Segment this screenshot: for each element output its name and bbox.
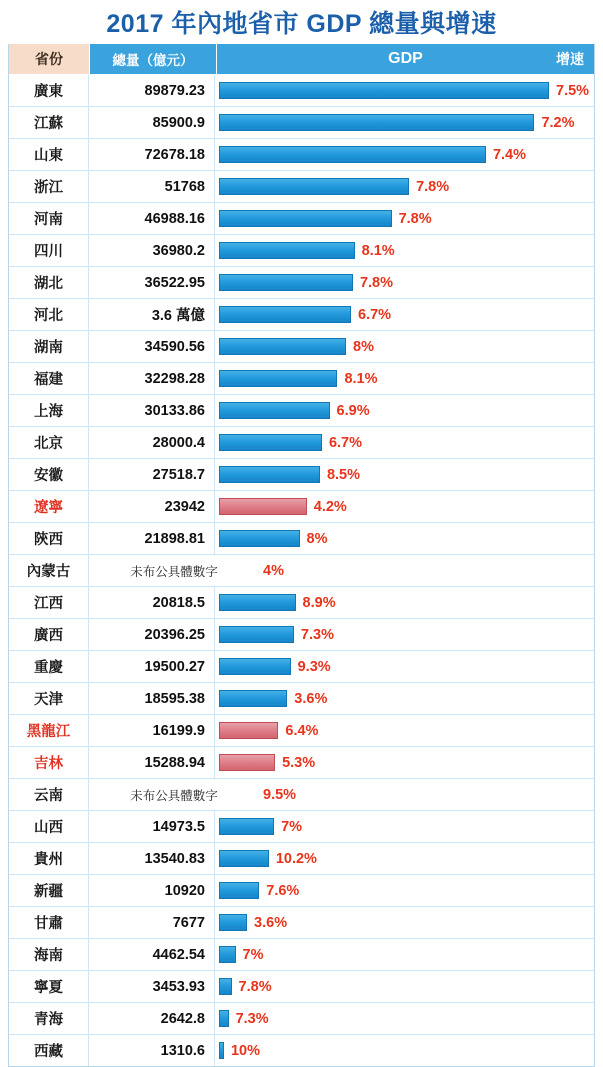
bar-cell bbox=[215, 203, 594, 234]
bar-cell bbox=[215, 619, 594, 650]
total-value: 36522.95 bbox=[89, 267, 215, 298]
total-value-unavailable: 未布公具體數字 bbox=[130, 788, 218, 803]
gdp-bar bbox=[219, 1042, 224, 1059]
bar-cell bbox=[215, 811, 594, 842]
gdp-bar bbox=[219, 114, 534, 131]
total-value: 21898.81 bbox=[89, 523, 215, 554]
bar-cell bbox=[215, 907, 594, 938]
total-value: 34590.56 bbox=[89, 331, 215, 362]
total-value: 28000.4 bbox=[89, 427, 215, 458]
total-value: 27518.7 bbox=[89, 459, 215, 490]
table-header-row bbox=[9, 44, 594, 75]
bar-cell bbox=[215, 843, 594, 874]
total-value: 89879.23 bbox=[89, 75, 215, 106]
table-row bbox=[9, 971, 594, 1003]
gdp-bar bbox=[219, 466, 320, 483]
province-name: 陝西 bbox=[9, 523, 89, 554]
bar-cell bbox=[215, 395, 594, 426]
total-value: 32298.28 bbox=[89, 363, 215, 394]
total-value: 51768 bbox=[89, 171, 215, 202]
gdp-bar bbox=[219, 594, 296, 611]
table-row bbox=[9, 683, 594, 715]
growth-rate: 6.7% bbox=[358, 306, 392, 323]
province-name: 北京 bbox=[9, 427, 89, 458]
gdp-bar bbox=[219, 434, 322, 451]
total-value: 13540.83 bbox=[89, 843, 215, 874]
total-value: 20818.5 bbox=[89, 587, 215, 618]
growth-rate: 7.6% bbox=[266, 882, 300, 899]
table-row bbox=[9, 619, 594, 651]
total-value-unavailable: 未布公具體數字 bbox=[130, 564, 218, 579]
province-name: 海南 bbox=[9, 939, 89, 970]
bar-cell bbox=[215, 651, 594, 682]
table-row bbox=[9, 171, 594, 203]
gdp-bar bbox=[219, 402, 330, 419]
province-name: 廣東 bbox=[9, 75, 89, 106]
column-header-total: 總量（億元） bbox=[90, 44, 217, 74]
table-body bbox=[9, 75, 594, 1066]
province-name: 新疆 bbox=[9, 875, 89, 906]
province-name: 四川 bbox=[9, 235, 89, 266]
total-value: 36980.2 bbox=[89, 235, 215, 266]
growth-rate: 7.8% bbox=[238, 978, 272, 995]
province-name: 浙江 bbox=[9, 171, 89, 202]
total-value: 14973.5 bbox=[89, 811, 215, 842]
province-name: 天津 bbox=[9, 683, 89, 714]
province-name: 吉林 bbox=[9, 747, 89, 778]
column-header-growth: 增速 bbox=[556, 51, 584, 67]
gdp-bar bbox=[219, 658, 291, 675]
growth-rate: 8.1% bbox=[361, 242, 395, 259]
province-name: 內蒙古 bbox=[9, 555, 89, 586]
table-row bbox=[9, 715, 594, 747]
bar-cell bbox=[215, 971, 594, 1002]
province-name: 安徽 bbox=[9, 459, 89, 490]
bar-cell bbox=[259, 555, 594, 586]
table-row bbox=[9, 779, 594, 811]
total-value: 85900.9 bbox=[89, 107, 215, 138]
table-row bbox=[9, 459, 594, 491]
table-row bbox=[9, 363, 594, 395]
bar-cell bbox=[215, 139, 594, 170]
bar-cell bbox=[215, 1003, 594, 1034]
province-name: 云南 bbox=[9, 779, 89, 810]
table-row bbox=[9, 907, 594, 939]
gdp-bar bbox=[219, 850, 269, 867]
table-row bbox=[9, 587, 594, 619]
gdp-bar bbox=[219, 882, 259, 899]
growth-rate: 7.4% bbox=[492, 146, 527, 163]
province-name: 重慶 bbox=[9, 651, 89, 682]
table-row bbox=[9, 203, 594, 235]
growth-rate: 5.3% bbox=[282, 754, 316, 771]
gdp-bar bbox=[219, 146, 486, 163]
growth-rate: 7.5% bbox=[556, 82, 590, 99]
growth-rate: 7.8% bbox=[416, 178, 450, 195]
total-value: 46988.16 bbox=[89, 203, 215, 234]
growth-rate: 7.3% bbox=[300, 626, 334, 643]
table-row bbox=[9, 555, 594, 587]
province-name: 河北 bbox=[9, 299, 89, 330]
growth-rate: 8.1% bbox=[344, 370, 378, 387]
gdp-bar bbox=[219, 242, 355, 259]
growth-rate: 3.6% bbox=[254, 914, 288, 931]
growth-rate: 4.2% bbox=[313, 498, 347, 515]
gdp-bar bbox=[219, 1010, 229, 1027]
province-name: 廣西 bbox=[9, 619, 89, 650]
province-name: 湖北 bbox=[9, 267, 89, 298]
growth-rate: 7.2% bbox=[541, 114, 575, 131]
table-row bbox=[9, 939, 594, 971]
gdp-bar bbox=[219, 498, 307, 515]
total-value: 30133.86 bbox=[89, 395, 215, 426]
bar-cell bbox=[215, 171, 594, 202]
province-name: 貴州 bbox=[9, 843, 89, 874]
gdp-bar bbox=[219, 946, 236, 963]
gdp-bar bbox=[219, 754, 275, 771]
growth-rate: 7.3% bbox=[235, 1010, 269, 1027]
province-name: 江西 bbox=[9, 587, 89, 618]
column-header-gdp bbox=[217, 44, 594, 74]
bar-cell bbox=[215, 875, 594, 906]
table-row bbox=[9, 299, 594, 331]
gdp-bar bbox=[219, 722, 278, 739]
table-row bbox=[9, 395, 594, 427]
province-name: 江蘇 bbox=[9, 107, 89, 138]
growth-rate: 4% bbox=[263, 562, 284, 579]
table-row bbox=[9, 139, 594, 171]
bar-cell bbox=[215, 427, 594, 458]
growth-rate: 8% bbox=[353, 338, 375, 355]
table-row bbox=[9, 651, 594, 683]
table-row bbox=[9, 875, 594, 907]
gdp-bar bbox=[219, 178, 409, 195]
growth-rate: 9.3% bbox=[297, 658, 331, 675]
table-row bbox=[9, 235, 594, 267]
growth-rate: 6.9% bbox=[336, 402, 370, 419]
gdp-bar bbox=[219, 626, 294, 643]
gdp-bar bbox=[219, 210, 392, 227]
bar-cell bbox=[215, 107, 594, 138]
bar-cell bbox=[259, 779, 594, 810]
column-header-province: 省份 bbox=[9, 44, 90, 74]
total-value: 19500.27 bbox=[89, 651, 215, 682]
table-row bbox=[9, 331, 594, 363]
growth-rate: 8.5% bbox=[326, 466, 361, 483]
total-value: 3453.93 bbox=[89, 971, 215, 1002]
growth-rate: 6.4% bbox=[285, 722, 319, 739]
table-row bbox=[9, 267, 594, 299]
growth-rate: 7% bbox=[242, 946, 264, 963]
gdp-bar bbox=[219, 82, 549, 99]
title-bar bbox=[0, 0, 603, 44]
bar-cell bbox=[215, 747, 594, 778]
province-name: 湖南 bbox=[9, 331, 89, 362]
growth-rate: 10.2% bbox=[275, 850, 317, 867]
table-row bbox=[9, 75, 594, 107]
total-value: 7677 bbox=[89, 907, 215, 938]
gdp-bar bbox=[219, 690, 287, 707]
total-value: 3.6 萬億 bbox=[89, 299, 215, 330]
gdp-bar bbox=[219, 306, 351, 323]
bar-cell bbox=[215, 299, 594, 330]
gdp-bar bbox=[219, 338, 346, 355]
gdp-bar bbox=[219, 530, 300, 547]
table-row bbox=[9, 747, 594, 779]
province-name: 寧夏 bbox=[9, 971, 89, 1002]
table-row bbox=[9, 1035, 594, 1066]
growth-rate: 7.8% bbox=[359, 274, 394, 291]
growth-rate: 6.7% bbox=[328, 434, 363, 451]
bar-cell bbox=[215, 235, 594, 266]
gdp-bar bbox=[219, 370, 337, 387]
total-value: 2642.8 bbox=[89, 1003, 215, 1034]
growth-rate: 8% bbox=[306, 530, 328, 547]
table-row bbox=[9, 843, 594, 875]
total-value: 16199.9 bbox=[89, 715, 215, 746]
province-name: 山西 bbox=[9, 811, 89, 842]
bar-cell bbox=[215, 75, 594, 106]
bar-cell bbox=[215, 267, 594, 298]
gdp-bar bbox=[219, 978, 232, 995]
growth-rate: 10% bbox=[230, 1042, 260, 1059]
table-row bbox=[9, 491, 594, 523]
gdp-bar bbox=[219, 914, 247, 931]
bar-cell bbox=[215, 523, 594, 554]
column-header-gdp-label: GDP bbox=[388, 50, 423, 67]
province-name: 山東 bbox=[9, 139, 89, 170]
total-value: 1310.6 bbox=[89, 1035, 215, 1066]
growth-rate: 9.5% bbox=[263, 786, 297, 803]
table-row bbox=[9, 427, 594, 459]
table-row bbox=[9, 107, 594, 139]
total-value: 72678.18 bbox=[89, 139, 215, 170]
table-row bbox=[9, 1003, 594, 1035]
province-name: 上海 bbox=[9, 395, 89, 426]
province-name: 甘肅 bbox=[9, 907, 89, 938]
table-row bbox=[9, 523, 594, 555]
total-value: 18595.38 bbox=[89, 683, 215, 714]
bar-cell bbox=[215, 491, 594, 522]
province-name: 青海 bbox=[9, 1003, 89, 1034]
total-value: 15288.94 bbox=[89, 747, 215, 778]
total-value: 20396.25 bbox=[89, 619, 215, 650]
gdp-bar bbox=[219, 274, 353, 291]
total-value: 10920 bbox=[89, 875, 215, 906]
growth-rate: 8.9% bbox=[302, 594, 336, 611]
bar-cell bbox=[215, 683, 594, 714]
province-name: 西藏 bbox=[9, 1035, 89, 1066]
bar-cell bbox=[215, 939, 594, 970]
growth-rate: 3.6% bbox=[294, 690, 328, 707]
province-name: 黑龍江 bbox=[9, 715, 89, 746]
bar-cell bbox=[215, 715, 594, 746]
province-name: 福建 bbox=[9, 363, 89, 394]
total-value: 4462.54 bbox=[89, 939, 215, 970]
bar-cell bbox=[215, 459, 594, 490]
total-value: 23942 bbox=[89, 491, 215, 522]
bar-cell bbox=[215, 331, 594, 362]
gdp-table bbox=[8, 44, 595, 1067]
bar-cell bbox=[215, 363, 594, 394]
province-name: 遼寧 bbox=[9, 491, 89, 522]
table-row bbox=[9, 811, 594, 843]
bar-cell bbox=[215, 1035, 594, 1066]
page-title: 2017 年內地省市 GDP 總量與增速 bbox=[106, 10, 497, 38]
province-name: 河南 bbox=[9, 203, 89, 234]
growth-rate: 7.8% bbox=[398, 210, 432, 227]
growth-rate: 7% bbox=[281, 818, 303, 835]
bar-cell bbox=[215, 587, 594, 618]
gdp-bar bbox=[219, 818, 274, 835]
